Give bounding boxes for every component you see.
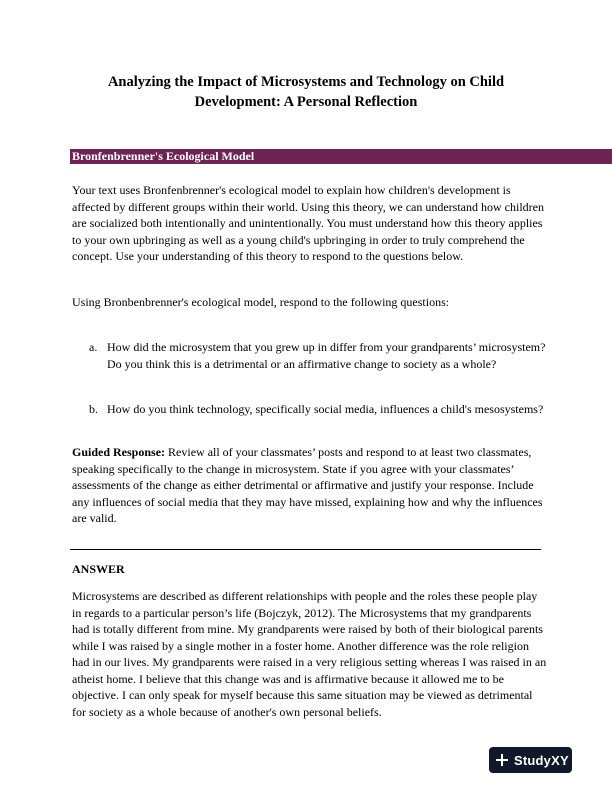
brand-logo-text: StudyXY <box>514 752 569 768</box>
title-line-2: Development: A Personal Reflection <box>194 94 418 110</box>
guided-response-paragraph <box>72 444 547 527</box>
plus-icon <box>496 754 508 766</box>
question-marker: a. <box>89 340 98 354</box>
page-title <box>60 72 552 112</box>
guided-response-text: Review all of your classmates’ posts and respond to at least two classmates, speaking specifically to the change in microsystem. State if you agree with your classmates’ assessments of the change as either detrimental or affirmative and justify your response. Include any influences of social media that they may have missed, explaining how and why the influences are valid. <box>72 445 543 525</box>
section-divider <box>70 549 541 550</box>
prompt-paragraph: Using Bronbenbrenner's ecological model, respond to the following questions: <box>72 295 450 309</box>
answer-heading: ANSWER <box>72 562 125 576</box>
title-line-1: Analyzing the Impact of Microsystems and Technology on Child <box>107 74 505 90</box>
question-item-a <box>89 339 549 372</box>
studyxy-logo-badge <box>489 747 572 773</box>
question-text: How did the microsystem that you grew up in differ from your grandparents’ microsystem? Do you think this is a detrimental or an affirmative change to society as a whole? <box>107 340 546 371</box>
question-marker: b. <box>89 402 98 416</box>
guided-response-label: Guided Response: <box>72 445 166 459</box>
question-text: How do you think technology, specifically social media, influences a child's mesosystems? <box>107 402 544 416</box>
section-heading-bar: Bronfenbrenner's Ecological Model <box>70 149 612 164</box>
intro-paragraph: Your text uses Bronfenbrenner's ecological model to explain how children's development is affected by different groups within their world. Using this theory, we can understand how children are socialized both intentionally and unintentionally. You must understand how this theory applies to your own upbringing as well as a young child's upbringing in order to truly comprehend the concept. Use your understanding of this theory to respond to the questions below. <box>72 183 544 263</box>
question-item-b <box>89 401 549 418</box>
answer-paragraph: Microsystems are described as different relationships with people and the roles these people play in regards to a particular person’s life (Bojczyk, 2012). The Microsystems that my grandparents had is totally different from mine. My grandparents were raised by both of their biological parents while I was raised by a single mother in a foster home. Another difference was the role religion had in our lives. My grandparents were raised in a very religious setting whereas I was raised in an atheist home. I believe that this change was and is affirmative because it allowed me to be objective. I can only speak for myself because this same situation may be viewed as detrimental for society as a whole because of another's own personal beliefs. <box>72 589 547 719</box>
